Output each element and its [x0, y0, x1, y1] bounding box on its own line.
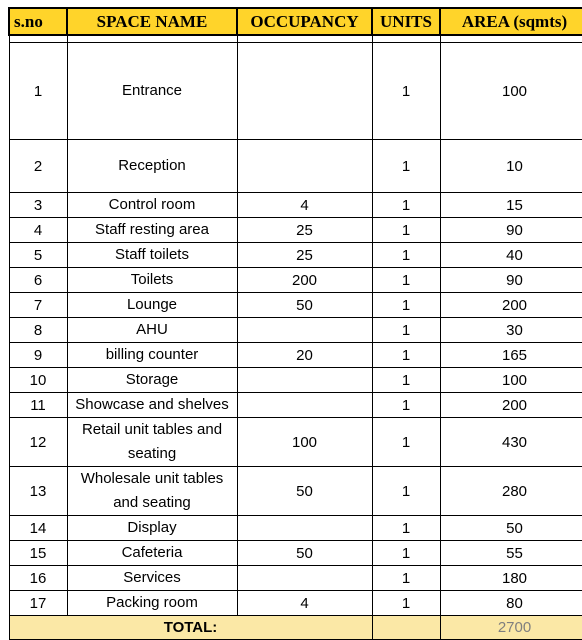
cell-units: 1	[372, 566, 440, 591]
cell-sno: 2	[9, 140, 67, 193]
table-row	[9, 268, 582, 293]
cell-units: 1	[372, 541, 440, 566]
cell-space-name: Control room	[67, 193, 237, 218]
cell-area: 50	[440, 516, 582, 541]
total-label: TOTAL:	[9, 616, 372, 640]
cell-occupancy: 20	[237, 343, 372, 368]
table-row	[9, 243, 582, 268]
cell-space-name: Entrance	[67, 43, 237, 140]
cell-area: 280	[440, 467, 582, 516]
total-value: 2700	[440, 616, 582, 640]
header-sno: s.no	[9, 8, 67, 35]
cell-sno: 8	[9, 318, 67, 343]
table-row	[9, 541, 582, 566]
cell-area: 10	[440, 140, 582, 193]
cell-units: 1	[372, 193, 440, 218]
header-row	[9, 8, 582, 35]
cell-occupancy: 100	[237, 418, 372, 467]
table-row	[9, 566, 582, 591]
cell-space-name: AHU	[67, 318, 237, 343]
cell-occupancy: 50	[237, 541, 372, 566]
cell-space-name: Toilets	[67, 268, 237, 293]
table-row	[9, 393, 582, 418]
cell-sno: 5	[9, 243, 67, 268]
cell-space-name: Showcase and shelves	[67, 393, 237, 418]
table-row	[9, 516, 582, 541]
cell-occupancy: 50	[237, 293, 372, 318]
cell-sno: 9	[9, 343, 67, 368]
cell-area: 430	[440, 418, 582, 467]
cell-area: 200	[440, 393, 582, 418]
cell-space-name: Lounge	[67, 293, 237, 318]
total-units-cell	[372, 616, 440, 640]
cell-units: 1	[372, 43, 440, 140]
cell-sno: 4	[9, 218, 67, 243]
cell-space-name: Retail unit tables and seating	[67, 418, 237, 467]
cell-sno: 1	[9, 43, 67, 140]
cell-units: 1	[372, 218, 440, 243]
cell-sno: 17	[9, 591, 67, 616]
cell-area: 100	[440, 368, 582, 393]
cell-units: 1	[372, 591, 440, 616]
cell-sno: 14	[9, 516, 67, 541]
cell-units: 1	[372, 516, 440, 541]
cell-units: 1	[372, 418, 440, 467]
cell-space-name: Display	[67, 516, 237, 541]
cell-sno: 12	[9, 418, 67, 467]
table-row	[9, 293, 582, 318]
cell-occupancy: 4	[237, 193, 372, 218]
cell-area: 55	[440, 541, 582, 566]
cell-occupancy	[237, 318, 372, 343]
table-row	[9, 140, 582, 193]
cell-sno: 6	[9, 268, 67, 293]
table-row	[9, 218, 582, 243]
table-row	[9, 318, 582, 343]
table-row	[9, 343, 582, 368]
spacer-row	[9, 35, 582, 43]
cell-area: 100	[440, 43, 582, 140]
cell-area: 90	[440, 218, 582, 243]
cell-space-name: Cafeteria	[67, 541, 237, 566]
cell-sno: 16	[9, 566, 67, 591]
cell-space-name: Staff resting area	[67, 218, 237, 243]
cell-area: 15	[440, 193, 582, 218]
table-row	[9, 418, 582, 467]
cell-sno: 7	[9, 293, 67, 318]
cell-occupancy	[237, 140, 372, 193]
cell-area: 90	[440, 268, 582, 293]
cell-sno: 11	[9, 393, 67, 418]
header-occupancy: OCCUPANCY	[237, 8, 372, 35]
cell-area: 80	[440, 591, 582, 616]
cell-units: 1	[372, 268, 440, 293]
cell-space-name: Packing room	[67, 591, 237, 616]
cell-area: 200	[440, 293, 582, 318]
cell-units: 1	[372, 318, 440, 343]
cell-area: 180	[440, 566, 582, 591]
cell-occupancy	[237, 368, 372, 393]
header-space-name: SPACE NAME	[67, 8, 237, 35]
cell-space-name: Services	[67, 566, 237, 591]
cell-occupancy	[237, 43, 372, 140]
cell-sno: 3	[9, 193, 67, 218]
space-area-table	[8, 7, 582, 640]
cell-units: 1	[372, 293, 440, 318]
header-units: UNITS	[372, 8, 440, 35]
cell-units: 1	[372, 343, 440, 368]
total-row	[9, 616, 582, 640]
cell-occupancy: 50	[237, 467, 372, 516]
cell-area: 40	[440, 243, 582, 268]
table-body	[9, 43, 582, 616]
table-row	[9, 368, 582, 393]
cell-units: 1	[372, 243, 440, 268]
cell-sno: 13	[9, 467, 67, 516]
cell-occupancy: 25	[237, 218, 372, 243]
cell-space-name: Storage	[67, 368, 237, 393]
cell-sno: 10	[9, 368, 67, 393]
cell-units: 1	[372, 467, 440, 516]
cell-space-name: Staff toilets	[67, 243, 237, 268]
cell-space-name: Reception	[67, 140, 237, 193]
table-row	[9, 193, 582, 218]
cell-occupancy: 25	[237, 243, 372, 268]
header-area: AREA (sqmts)	[440, 8, 582, 35]
cell-occupancy: 200	[237, 268, 372, 293]
cell-space-name: billing counter	[67, 343, 237, 368]
cell-units: 1	[372, 393, 440, 418]
cell-area: 165	[440, 343, 582, 368]
table-row	[9, 43, 582, 140]
cell-space-name: Wholesale unit tables and seating	[67, 467, 237, 516]
cell-area: 30	[440, 318, 582, 343]
cell-units: 1	[372, 368, 440, 393]
cell-occupancy: 4	[237, 591, 372, 616]
cell-occupancy	[237, 393, 372, 418]
cell-occupancy	[237, 516, 372, 541]
cell-sno: 15	[9, 541, 67, 566]
table-row	[9, 591, 582, 616]
table-row	[9, 467, 582, 516]
cell-occupancy	[237, 566, 372, 591]
cell-units: 1	[372, 140, 440, 193]
